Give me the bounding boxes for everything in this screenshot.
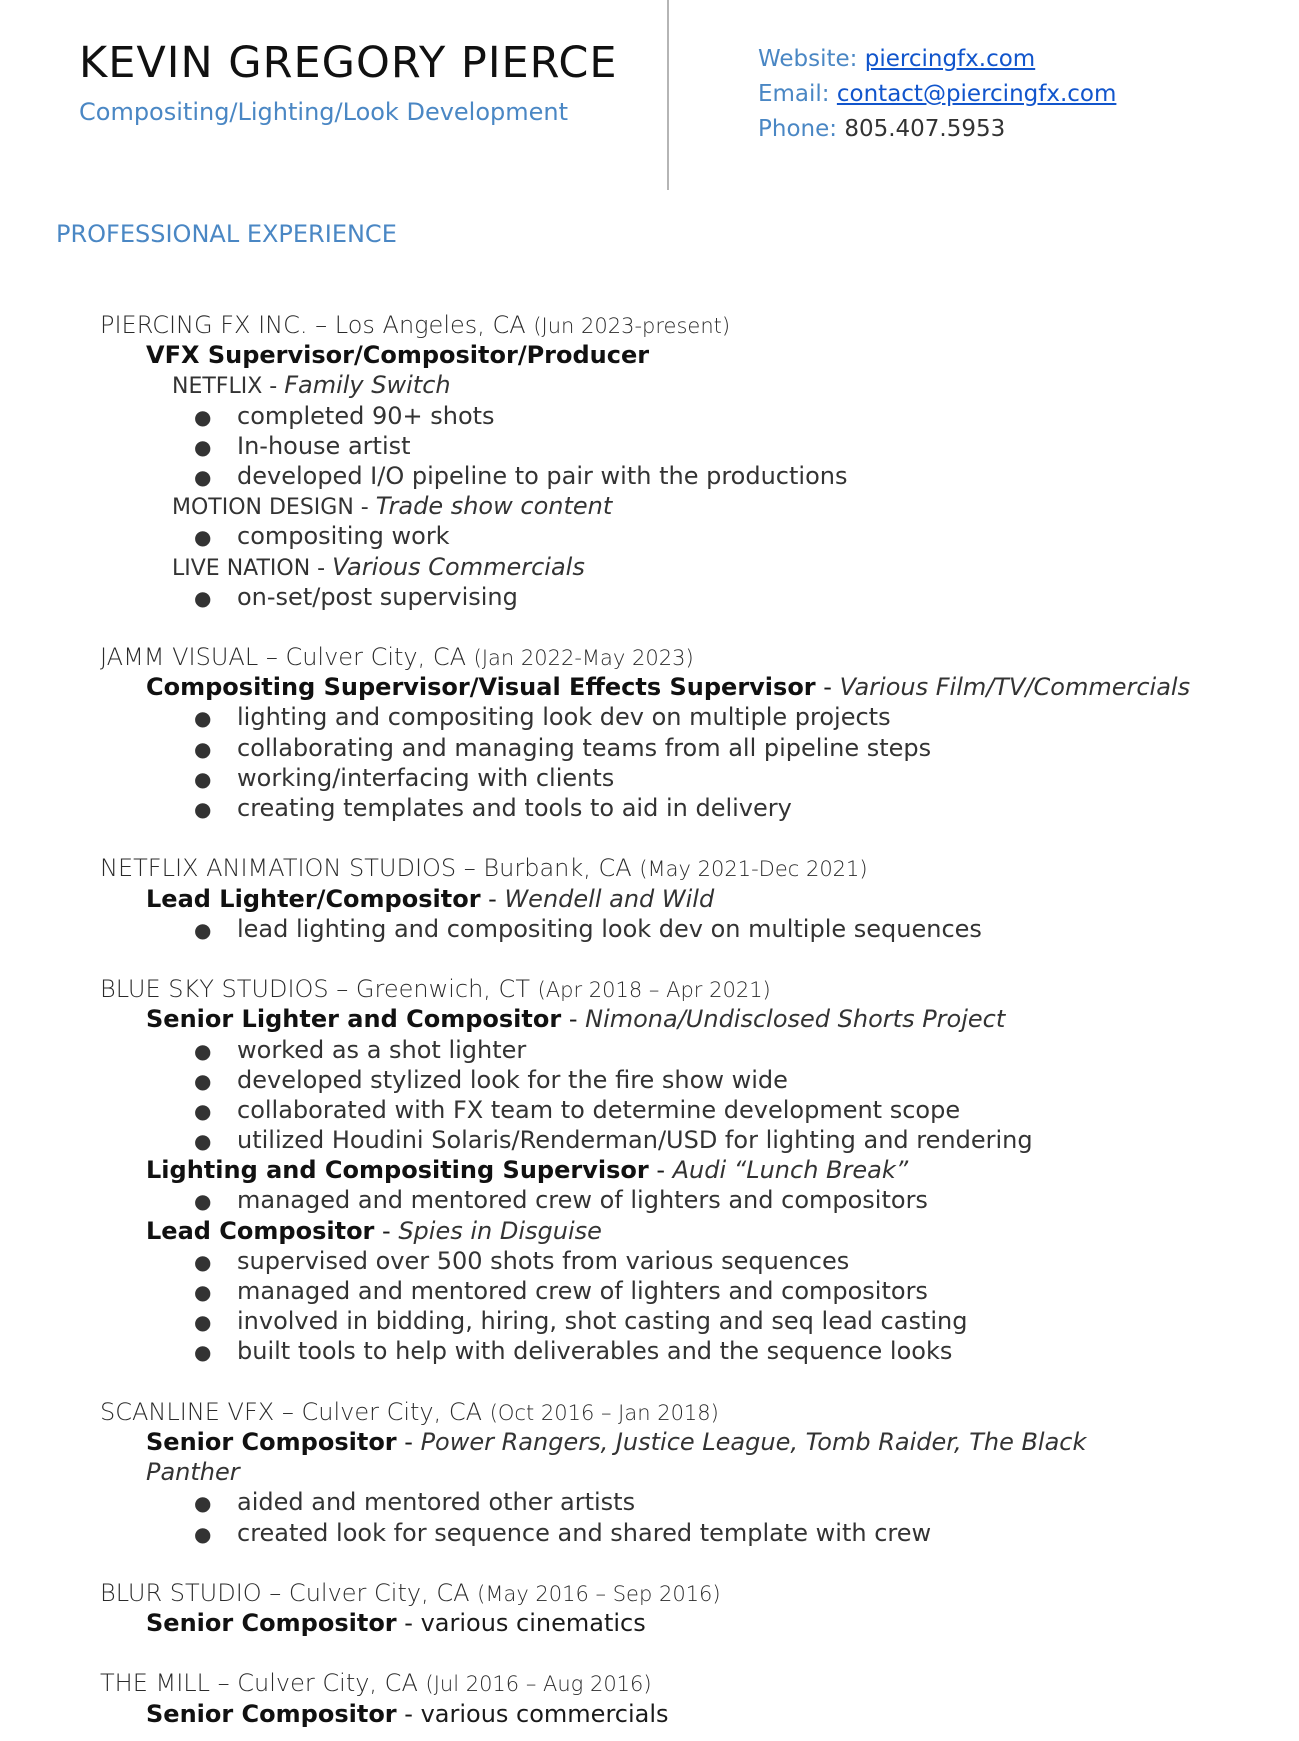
bullet-item bbox=[0, 1185, 1299, 1215]
company-dates: (Jul 2016 – Aug 2016) bbox=[425, 1672, 652, 1697]
bullet-text: managed and mentored crew of lighters and compositors bbox=[237, 1277, 928, 1305]
role-sep: - bbox=[648, 1156, 673, 1185]
section-gap bbox=[0, 823, 1299, 853]
email-link[interactable]: contact@piercingfx.com bbox=[836, 81, 1117, 107]
phone-line bbox=[758, 112, 1116, 147]
section-gap bbox=[0, 612, 1299, 642]
bullet-item bbox=[0, 521, 1299, 551]
website-label: Website: bbox=[758, 46, 858, 72]
company-dates: (Oct 2016 – Jan 2018) bbox=[489, 1400, 719, 1425]
client-line bbox=[0, 491, 1299, 521]
section-gap bbox=[0, 1548, 1299, 1578]
section-gap bbox=[0, 1638, 1299, 1668]
contact-block bbox=[758, 42, 1116, 147]
role-line bbox=[0, 672, 1299, 702]
company-dates: (Apr 2018 – Apr 2021) bbox=[537, 978, 771, 1003]
bullet-text: worked as a shot lighter bbox=[237, 1035, 527, 1064]
bullet-dot: ● bbox=[194, 766, 212, 791]
bullet-dot: ● bbox=[194, 525, 212, 550]
bullet-dot: ● bbox=[194, 1491, 212, 1516]
bullet-item bbox=[0, 1246, 1299, 1276]
role-title: Lighting and Compositing Supervisor bbox=[146, 1156, 649, 1185]
bullet-item bbox=[0, 461, 1299, 491]
company-line bbox=[0, 1397, 1299, 1427]
company-dates: (Jan 2022-May 2023) bbox=[473, 646, 694, 671]
website-link[interactable]: piercingfx.com bbox=[864, 46, 1036, 72]
bullet-item bbox=[0, 1276, 1299, 1306]
bullet-text: lighting and compositing look dev on multiple projects bbox=[237, 703, 891, 732]
company-name: BLUR STUDIO – Culver City, CA bbox=[100, 1578, 478, 1607]
bullet-dot: ● bbox=[194, 1098, 212, 1123]
email-line bbox=[758, 77, 1116, 112]
client-line bbox=[0, 552, 1299, 582]
bullet-dot: ● bbox=[194, 736, 212, 761]
client-project: Various Commercials bbox=[332, 552, 585, 581]
role-line-cont bbox=[0, 1457, 1299, 1487]
client-name: NETFLIX - bbox=[172, 374, 285, 400]
bullet-text: collaborating and managing teams from all pipeline steps bbox=[237, 733, 932, 762]
role-project: Spies in Disguise bbox=[398, 1216, 602, 1245]
company-name: PIERCING FX INC. – Los Angeles, CA bbox=[100, 311, 534, 339]
role-title: Compositing Supervisor/Visual Effects Supervisor bbox=[146, 673, 816, 702]
bullet-text: creating templates and tools to aid in delivery bbox=[237, 794, 792, 822]
bullet-text: collaborated with FX team to determine development scope bbox=[237, 1095, 961, 1124]
role-line bbox=[0, 1155, 1299, 1185]
role-sep: - bbox=[396, 1427, 421, 1456]
bullet-text: supervised over 500 shots from various sequences bbox=[237, 1246, 850, 1275]
bullet-item bbox=[0, 914, 1299, 944]
role-sep: - bbox=[815, 673, 840, 702]
company-name: THE MILL – Culver City, CA bbox=[100, 1669, 426, 1698]
bullet-text: created look for sequence and shared template with crew bbox=[237, 1518, 932, 1547]
role-line bbox=[0, 340, 1299, 370]
bullet-text: working/interfacing with clients bbox=[237, 763, 615, 792]
company-name: SCANLINE VFX – Culver City, CA bbox=[100, 1397, 490, 1426]
bullet-dot: ● bbox=[194, 797, 212, 821]
candidate-name: KEVIN GREGORY PIERCE bbox=[79, 38, 618, 88]
section-title-experience: PROFESSIONAL EXPERIENCE bbox=[56, 220, 397, 248]
bullet-dot: ● bbox=[194, 464, 212, 489]
role-line bbox=[0, 884, 1299, 914]
bullet-item bbox=[0, 1035, 1299, 1065]
bullet-item bbox=[0, 702, 1299, 732]
company-line bbox=[0, 642, 1299, 672]
bullet-item bbox=[0, 1065, 1299, 1095]
client-project: Trade show content bbox=[375, 492, 613, 521]
bullet-text: aided and mentored other artists bbox=[237, 1488, 636, 1517]
bullet-dot: ● bbox=[194, 1280, 212, 1304]
bullet-text: involved in bidding, hiring, shot casting and seq lead casting bbox=[237, 1307, 968, 1336]
role-sep: - bbox=[396, 1699, 421, 1728]
client-name: MOTION DESIGN - bbox=[172, 495, 376, 521]
bullet-dot: ● bbox=[194, 1310, 212, 1335]
bullet-text: In-house artist bbox=[237, 431, 411, 460]
bullet-item bbox=[0, 582, 1299, 612]
role-project: Various Film/TV/Commercials bbox=[839, 673, 1191, 702]
company-name: BLUE SKY STUDIOS – Greenwich, CT bbox=[100, 975, 538, 1004]
role-line bbox=[0, 1427, 1299, 1457]
role-project: Nimona/Undisclosed Shorts Project bbox=[585, 1005, 1006, 1034]
role-sep: - bbox=[374, 1216, 399, 1245]
bullet-item bbox=[0, 793, 1299, 823]
bullet-item bbox=[0, 431, 1299, 461]
bullet-dot: ● bbox=[194, 706, 212, 731]
company-name: NETFLIX ANIMATION STUDIOS – Burbank, CA bbox=[100, 854, 640, 883]
bullet-item bbox=[0, 1336, 1299, 1366]
bullet-dot: ● bbox=[194, 1189, 212, 1214]
bullet-dot: ● bbox=[194, 1129, 212, 1154]
bullet-dot: ● bbox=[194, 917, 212, 942]
role-title: Senior Compositor bbox=[146, 1427, 397, 1456]
candidate-subtitle: Compositing/Lighting/Look Development bbox=[79, 98, 569, 126]
company-dates: (May 2016 – Sep 2016) bbox=[477, 1581, 721, 1606]
role-project: Power Rangers, Justice League, Tomb Raider, The Black bbox=[420, 1427, 1087, 1456]
role-title: Senior Lighter and Compositor bbox=[146, 1005, 562, 1034]
company-line bbox=[0, 853, 1299, 883]
bullet-item bbox=[0, 1125, 1299, 1155]
bullet-item bbox=[0, 733, 1299, 763]
header-divider bbox=[667, 0, 669, 190]
bullet-text: completed 90+ shots bbox=[237, 401, 495, 430]
bullet-dot: ● bbox=[194, 1249, 212, 1274]
bullet-dot: ● bbox=[194, 404, 212, 429]
bullet-dot: ● bbox=[194, 434, 212, 459]
phone-value: 805.407.5953 bbox=[844, 116, 1006, 142]
role-title: VFX Supervisor/Compositor/Producer bbox=[146, 341, 650, 370]
company-line bbox=[0, 1668, 1299, 1698]
company-line bbox=[0, 310, 1299, 340]
role-title: Lead Compositor bbox=[146, 1216, 375, 1245]
role-desc: various cinematics bbox=[420, 1609, 646, 1638]
role-project-cont: Panther bbox=[146, 1458, 240, 1487]
client-project: Family Switch bbox=[284, 371, 451, 400]
bullet-text: compositing work bbox=[237, 522, 450, 551]
bullet-item bbox=[0, 1095, 1299, 1125]
bullet-dot: ● bbox=[194, 1340, 212, 1365]
role-sep: - bbox=[561, 1005, 586, 1034]
bullet-text: developed stylized look for the fire show wide bbox=[237, 1065, 788, 1094]
bullet-text: built tools to help with deliverables and the sequence looks bbox=[237, 1337, 953, 1366]
bullet-item bbox=[0, 1518, 1299, 1548]
company-line bbox=[0, 974, 1299, 1004]
bullet-dot: ● bbox=[194, 1038, 212, 1063]
role-line bbox=[0, 1699, 1299, 1729]
section-gap bbox=[0, 1367, 1299, 1397]
role-line bbox=[0, 1004, 1299, 1034]
bullet-text: managed and mentored crew of lighters and compositors bbox=[237, 1186, 928, 1215]
bullet-text: developed I/O pipeline to pair with the productions bbox=[237, 461, 848, 490]
company-name: JAMM VISUAL – Culver City, CA bbox=[100, 643, 474, 672]
role-title: Lead Lighter/Compositor bbox=[146, 884, 481, 913]
client-name: LIVE NATION - bbox=[172, 555, 333, 581]
section-gap bbox=[0, 944, 1299, 974]
bullet-text: utilized Houdini Solaris/Renderman/USD for lighting and rendering bbox=[237, 1126, 1033, 1155]
role-title: Senior Compositor bbox=[146, 1609, 397, 1638]
bullet-dot: ● bbox=[194, 1068, 212, 1093]
bullet-item bbox=[0, 401, 1299, 431]
role-sep: - bbox=[480, 884, 505, 913]
bullet-item bbox=[0, 1487, 1299, 1517]
client-line bbox=[0, 370, 1299, 400]
bullet-dot: ● bbox=[194, 585, 212, 610]
bullet-item bbox=[0, 1306, 1299, 1336]
experience-list bbox=[0, 310, 1299, 1729]
company-dates: (Jun 2023-present) bbox=[533, 314, 731, 338]
role-title: Senior Compositor bbox=[146, 1699, 397, 1728]
bullet-text: on-set/post supervising bbox=[237, 582, 518, 611]
bullet-text: lead lighting and compositing look dev on multiple sequences bbox=[237, 914, 982, 943]
bullet-item bbox=[0, 763, 1299, 793]
role-line bbox=[0, 1608, 1299, 1638]
role-project: Audi “Lunch Break” bbox=[672, 1156, 909, 1185]
company-dates: (May 2021-Dec 2021) bbox=[639, 857, 868, 882]
bullet-dot: ● bbox=[194, 1521, 212, 1546]
phone-label: Phone: bbox=[758, 116, 837, 142]
website-line bbox=[758, 42, 1116, 77]
role-project: Wendell and Wild bbox=[504, 884, 715, 913]
email-label: Email: bbox=[758, 81, 830, 107]
role-desc: various commercials bbox=[420, 1699, 669, 1728]
role-sep: - bbox=[396, 1609, 421, 1638]
company-line bbox=[0, 1578, 1299, 1608]
role-line bbox=[0, 1216, 1299, 1246]
